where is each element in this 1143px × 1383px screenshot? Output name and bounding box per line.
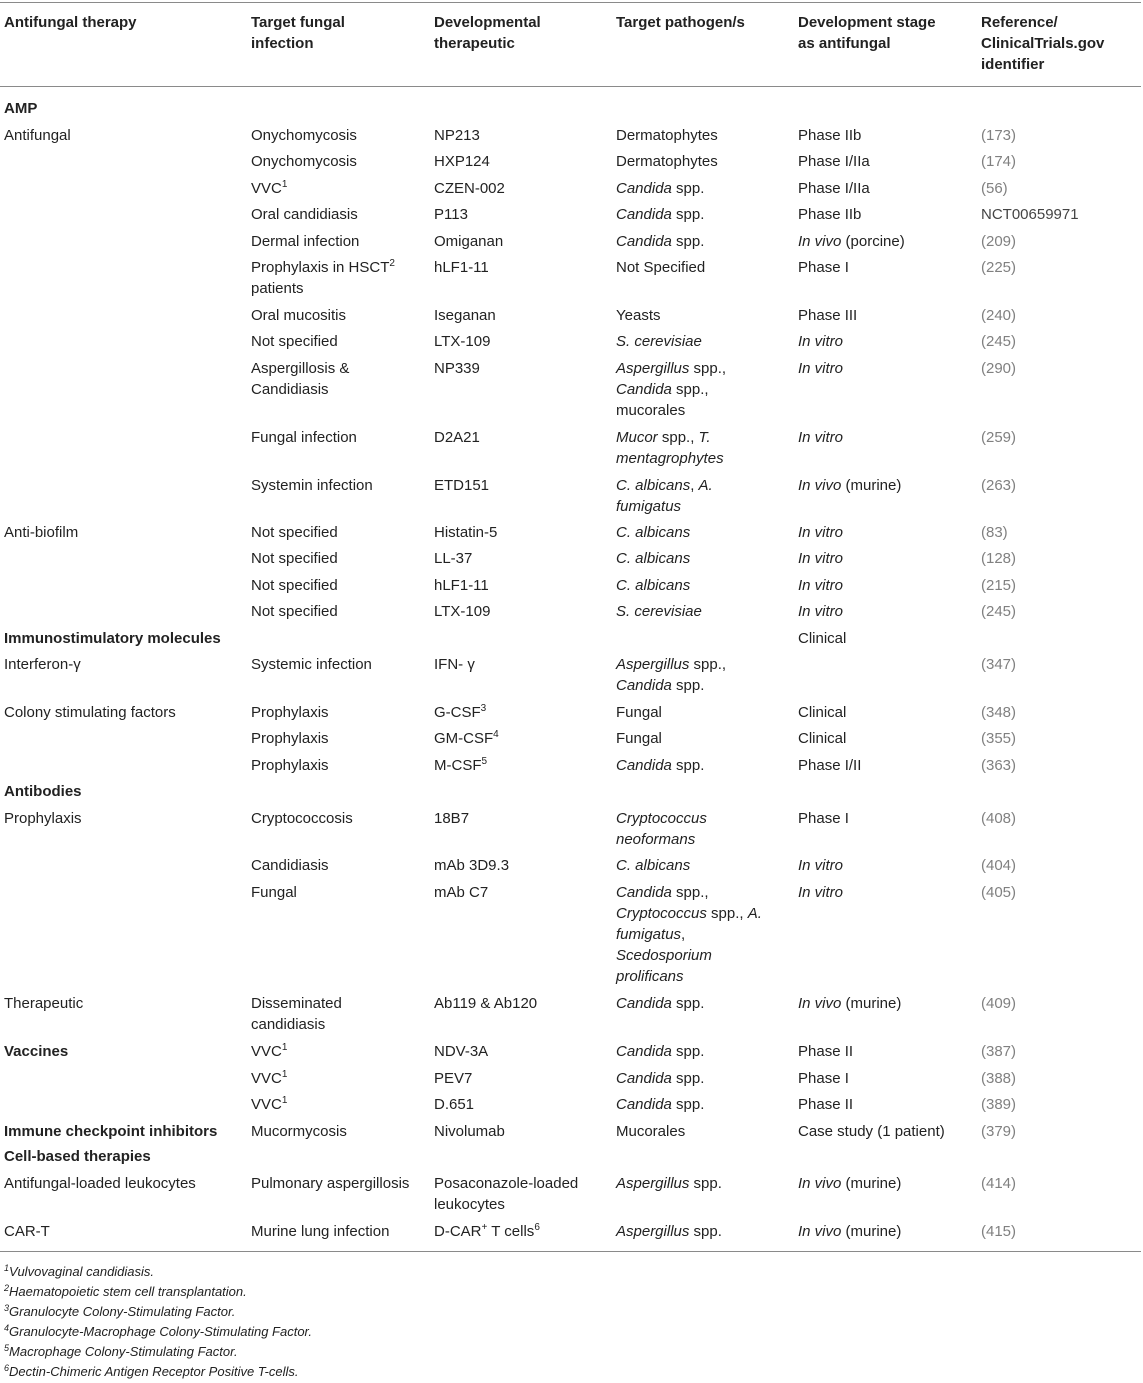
section-title: AMP bbox=[4, 100, 38, 117]
reference-link[interactable]: (387) bbox=[981, 1043, 1017, 1060]
reference-link[interactable]: (408) bbox=[981, 810, 1017, 827]
section-title: Cell-based therapies bbox=[4, 1148, 151, 1165]
footnote: $^2$Haematopoietic stem cell transplantation. bbox=[4, 1283, 247, 1299]
header-reference: Reference/ ClinicalTrials.gov identifier bbox=[981, 14, 1105, 73]
reference-link[interactable]: (174) bbox=[981, 153, 1017, 170]
reference-link[interactable]: (290) bbox=[981, 360, 1017, 377]
section-title: Antibodies bbox=[4, 783, 82, 800]
footnote: $^5$Macrophage Colony-Stimulating Factor. bbox=[4, 1343, 238, 1359]
reference-link[interactable]: (215) bbox=[981, 577, 1017, 594]
clinical-trial-id[interactable]: NCT00659971 bbox=[981, 206, 1079, 223]
reference-link[interactable]: (128) bbox=[981, 550, 1017, 567]
reference-link[interactable]: (56) bbox=[981, 180, 1008, 197]
footnote: $^3$Granulocyte Colony-Stimulating Factor. bbox=[4, 1303, 236, 1319]
reference-link[interactable]: (355) bbox=[981, 730, 1017, 747]
section-title: Vaccines bbox=[4, 1043, 69, 1060]
header-target-infection: Target fungal infection bbox=[251, 14, 345, 52]
reference-link[interactable]: (388) bbox=[981, 1070, 1017, 1087]
reference-link[interactable]: (245) bbox=[981, 603, 1017, 620]
reference-link[interactable]: (404) bbox=[981, 857, 1017, 874]
footnote: $^4$Granulocyte-Macrophage Colony-Stimulating Factor. bbox=[4, 1323, 313, 1339]
header-rule bbox=[0, 86, 1141, 87]
reference-link[interactable]: (379) bbox=[981, 1123, 1017, 1140]
reference-link[interactable]: (225) bbox=[981, 259, 1017, 276]
reference-link[interactable]: (409) bbox=[981, 995, 1017, 1012]
reference-link[interactable]: (389) bbox=[981, 1096, 1017, 1113]
header-developmental-therapeutic: Developmental therapeutic bbox=[434, 14, 541, 52]
header-target-pathogen: Target pathogen/s bbox=[616, 14, 745, 31]
bottom-rule bbox=[0, 1251, 1141, 1252]
top-rule bbox=[0, 2, 1141, 3]
reference-link[interactable]: (240) bbox=[981, 307, 1017, 324]
reference-link[interactable]: (259) bbox=[981, 429, 1017, 446]
footnote: $^6$Dectin-Chimeric Antigen Receptor Positive T-cells. bbox=[4, 1363, 299, 1379]
reference-link[interactable]: (209) bbox=[981, 233, 1017, 250]
header-development-stage: Development stage as antifungal bbox=[798, 14, 936, 52]
table-page: Antifungal therapy Target fungal infection Developmental therapeutic Target pathogen/s Development stage as antifungal Reference/ ClinicalTrials.gov identifier AMP Antifungal Onychomycosis NP213 Dermatophytes Phase IIb (173) Onychomycosis HXP124 Dermatophytes Phase I/IIa (174) VVC$^1$ CZEN-002 Candida spp. Phase I/IIa (56) Oral candidiasis P113 Candida spp. Phase IIb NCT00659971 Dermal infection Omiganan Candida spp. In vivo (porcine) (209) Prophylaxis in HSCT$^2$ patients hLF1-11 Not Specified Phase I (225) Oral mucositis Iseganan Yeasts Phase III (240) Not specified LTX-109 S. cerevisiae In vitro (245) Aspergillosis & Candidiasis NP339 Aspergillus spp., Candida spp., mucorales In vitro (290) Fungal infection D2A21 Mucor spp., T. mentagrophytes In vitro (259) Systemin infection ETD151 C. albicans, A. fumigatus In vivo (murine) (263) Anti-biofilm Not specified Histatin-5 C. albicans In vitro (83) Not specified LL-37 C. albicans In vitro (128) Not specified hLF1-11 C. albicans In vitro (215) Not specified LTX-109 S. cerevisiae In vitro (245) Immunostimulatory molecules Clinical Interferon-γ Systemic infection IFN- γ Aspergillus spp., Candida spp. (347) Colony stimulating factors Prophylaxis G-CSF$^3$ Fungal Clinical (348) Prophylaxis GM-CSF$^4$ Fungal Clinical (355) Prophylaxis M-CSF$^5$ Candida spp. Phase I/II (363) Antibodies Prophylaxis Cryptococcosis 18B7 Cryptococcus neoformans Phase I (408) Candidiasis mAb 3D9.3 C. albicans In vitro (404) Fungal mAb C7 Candida spp., Cryptococcus spp., A. fumigatus, Scedosporium prolificans In vitro (405) Therapeutic Disseminated candidiasis Ab119 & Ab120 Candida spp. In vivo (murine) (409) Vaccines VVC$^1$ NDV-3A Candida spp. Phase II (387) VVC$^1$ PEV7 Candida spp. Phase I (388) VVC$^1$ D.651 Candida spp. Phase II (389) Immune checkpoint inhibitors Mucormycosis Nivolumab Mucorales Case study (1 patient) (379) Cell-based therapies Antifungal-loaded leukocytes Pulmonary aspergillosis Posaconazole-loaded leukocytes Aspergillus spp. In vivo (murine) (414) CAR-T Murine lung infection D-CAR+ T cells$^6$ Aspergillus spp. In vivo (murine) (415) $^1$Vulvovaginal candidiasis. $^2$Haematopoietic stem cell transplantation. $^3$Granulocyte Colony-Stimulating Factor. $^4$Granulocyte-Macrophage Colony-Stimulating Factor. $^5$Macrophage Colony-Stimulating Factor. $^6$Dectin-Chimeric Antigen Receptor Positive T-cells. bbox=[0, 0, 1143, 1383]
reference-link[interactable]: (405) bbox=[981, 884, 1017, 901]
section-title: Immune checkpoint inhibitors bbox=[4, 1123, 218, 1140]
reference-link[interactable]: (363) bbox=[981, 757, 1017, 774]
header-antifungal-therapy: Antifungal therapy bbox=[4, 14, 137, 31]
footnote: $^1$Vulvovaginal candidiasis. bbox=[4, 1263, 155, 1279]
reference-link[interactable]: (263) bbox=[981, 477, 1017, 494]
reference-link[interactable]: (245) bbox=[981, 333, 1017, 350]
reference-link[interactable]: (414) bbox=[981, 1175, 1017, 1192]
reference-link[interactable]: (83) bbox=[981, 524, 1008, 541]
section-title: Immunostimulatory molecules bbox=[4, 630, 221, 647]
reference-link[interactable]: (348) bbox=[981, 704, 1017, 721]
reference-link[interactable]: (173) bbox=[981, 127, 1017, 144]
reference-link[interactable]: (347) bbox=[981, 656, 1017, 673]
reference-link[interactable]: (415) bbox=[981, 1223, 1017, 1240]
